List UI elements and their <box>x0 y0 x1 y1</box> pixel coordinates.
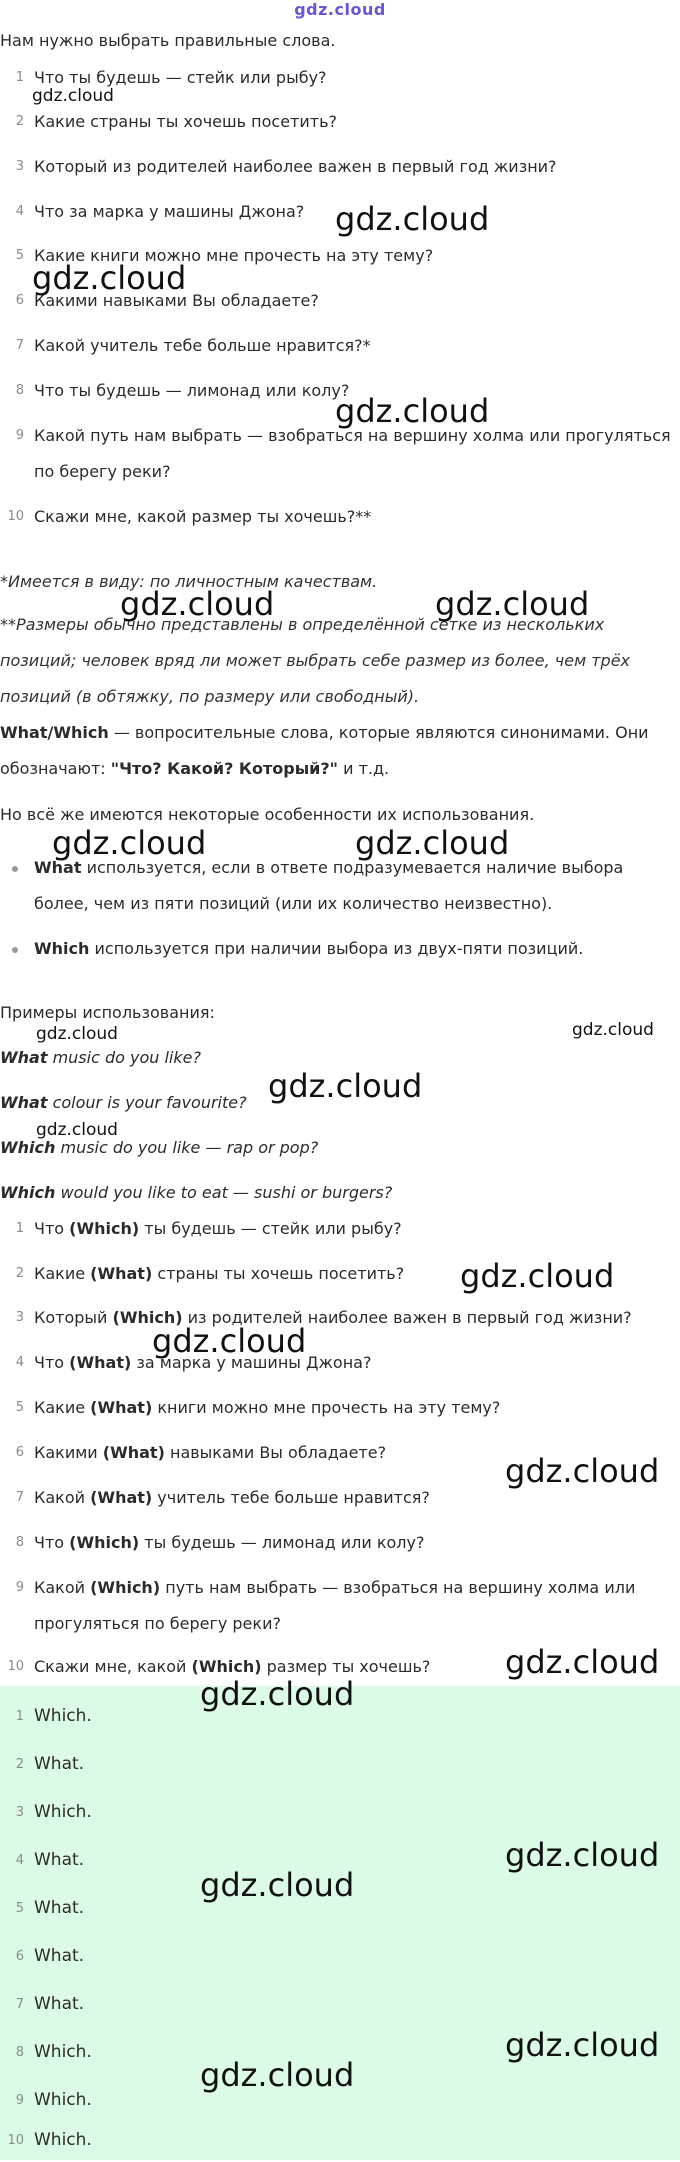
item-text: Что <box>34 1533 70 1552</box>
footnote: позиций; человек вряд ли может выбрать себе размер из более, чем трёх <box>0 651 631 670</box>
list-item <box>0 1217 680 1247</box>
watermark: gdz.cloud <box>32 259 187 297</box>
watermark: gdz.cloud <box>505 1836 660 1874</box>
item-number: 4 <box>15 1853 24 1868</box>
answer-text: Which. <box>34 1706 92 1726</box>
watermark: gdz.cloud <box>505 2026 660 2064</box>
watermark: gdz.cloud <box>200 1866 355 1904</box>
example-word: What <box>0 1093 48 1112</box>
item-number: 9 <box>15 2093 24 2108</box>
watermark: gdz.cloud <box>335 392 490 430</box>
definition-text: и т.д. <box>338 759 390 778</box>
item-answer: (Which) <box>69 1533 140 1552</box>
example-line <box>0 1093 247 1112</box>
item-answer: (What) <box>90 1488 153 1507</box>
list-item <box>0 110 680 140</box>
item-text: Что <box>34 1219 70 1238</box>
watermark: gdz.cloud <box>505 1643 660 1681</box>
item-number: 2 <box>15 114 24 129</box>
watermark: gdz.cloud <box>36 1120 118 1140</box>
definition-line <box>0 759 389 778</box>
item-answer: (Which) <box>112 1308 183 1327</box>
definition-text: обозначают: <box>0 759 111 778</box>
watermark: gdz.cloud <box>32 86 114 106</box>
item-text: ты будешь — стейк или рыбу? <box>139 1219 402 1238</box>
answer-row <box>0 1934 680 1978</box>
list-item <box>0 1486 680 1516</box>
site-logo[interactable]: gdz.cloud <box>294 0 386 19</box>
item-text: путь нам выбрать — взобраться на вершину холма или <box>160 1578 636 1597</box>
definition-term: What/Which <box>0 723 109 742</box>
item-answer: (What) <box>102 1443 165 1462</box>
item-number: 3 <box>15 1310 24 1325</box>
features-intro: Но всё же имеются некоторые особенности их использования. <box>0 805 535 824</box>
answer-text: Which. <box>34 2090 92 2110</box>
answer-text: What. <box>34 1898 85 1918</box>
example-line <box>0 1138 318 1157</box>
item-text: прогуляться по берегу реки? <box>34 1614 281 1633</box>
item-number: 5 <box>15 248 24 263</box>
item-answer: (Which) <box>90 1578 161 1597</box>
watermark: gdz.cloud <box>200 2056 355 2094</box>
example-text: music do you like — rap or pop? <box>55 1138 319 1157</box>
item-text: Какой <box>34 1488 91 1507</box>
answer-text: What. <box>34 1994 85 2014</box>
list-item <box>0 505 680 535</box>
definition-text: — вопросительные слова, которые являются синонимами. Они <box>108 723 649 742</box>
item-number: 1 <box>15 1221 24 1236</box>
answer-text: What. <box>34 1850 85 1870</box>
item-text: Какие книги можно мне прочесть на эту тему? <box>34 246 434 265</box>
item-text: Который из родителей наиболее важен в первый год жизни? <box>34 157 557 176</box>
list-item <box>0 1396 680 1426</box>
bullet-icon <box>12 947 18 953</box>
bullet-icon <box>12 866 18 872</box>
item-text: Какой <box>34 1578 91 1597</box>
answer-row <box>0 1982 680 2026</box>
item-text: Какие <box>34 1398 91 1417</box>
examples-title: Примеры использования: <box>0 1003 215 1022</box>
watermark: gdz.cloud <box>36 1024 118 1044</box>
watermark: gdz.cloud <box>200 1675 355 1713</box>
footnote: **Размеры обычно представлены в определённой сетке из нескольких <box>0 615 605 634</box>
list-item-continuation <box>0 460 680 490</box>
watermark: gdz.cloud <box>335 200 490 238</box>
answer-text: What. <box>34 1754 85 1774</box>
watermark: gdz.cloud <box>435 585 590 623</box>
list-item <box>0 155 680 185</box>
item-number: 8 <box>15 2045 24 2060</box>
watermark: gdz.cloud <box>152 1322 307 1360</box>
rule-word: What <box>34 858 82 877</box>
answer-text: Which. <box>34 2042 92 2062</box>
item-answer: (What) <box>90 1264 153 1283</box>
item-text: Какими <box>34 1443 103 1462</box>
item-number: 7 <box>15 1490 24 1505</box>
item-answer: (What) <box>90 1398 153 1417</box>
item-answer: (Which) <box>69 1219 140 1238</box>
list-item <box>0 1576 680 1606</box>
item-text: Скажи мне, какой <box>34 1657 192 1676</box>
item-number: 2 <box>15 1266 24 1281</box>
answer-text: Which. <box>34 1802 92 1822</box>
watermark: gdz.cloud <box>52 824 207 862</box>
list-item <box>0 1531 680 1561</box>
item-number: 2 <box>15 1757 24 1772</box>
item-number: 7 <box>15 1997 24 2012</box>
list-item-continuation <box>0 1612 680 1642</box>
item-text: Что ты будешь — стейк или рыбу? <box>34 68 327 87</box>
rule-which <box>34 939 583 958</box>
item-text: Что <box>34 1353 70 1372</box>
example-line <box>0 1183 392 1202</box>
item-number: 9 <box>15 1580 24 1595</box>
item-number: 6 <box>15 1445 24 1460</box>
item-text: Который <box>34 1308 113 1327</box>
rule-word: Which <box>34 939 90 958</box>
watermark: gdz.cloud <box>355 824 510 862</box>
definition-line <box>0 723 649 742</box>
item-number: 5 <box>15 1400 24 1415</box>
item-number: 1 <box>15 1709 24 1724</box>
item-number: 8 <box>15 1535 24 1550</box>
item-text: Какие <box>34 1264 91 1283</box>
item-text: ты будешь — лимонад или колу? <box>139 1533 425 1552</box>
list-item <box>0 1306 680 1336</box>
item-number: 8 <box>15 383 24 398</box>
example-word: Which <box>0 1183 56 1202</box>
item-answer: (What) <box>69 1353 132 1372</box>
answer-text: What. <box>34 1946 85 1966</box>
item-number: 3 <box>15 1805 24 1820</box>
item-text: Какие страны ты хочешь посетить? <box>34 112 338 131</box>
example-text: colour is your favourite? <box>47 1093 247 1112</box>
footnote: *Имеется в виду: по личностным качествам. <box>0 572 378 591</box>
item-text: Какой путь нам выбрать — взобраться на вершину холма или прогуляться <box>34 426 671 445</box>
item-number: 10 <box>7 509 24 524</box>
item-number: 6 <box>15 293 24 308</box>
rule-what-continuation: более, чем из пяти позиций (или их количество неизвестно). <box>34 894 553 913</box>
item-text: по берегу реки? <box>34 462 171 481</box>
item-text: страны ты хочешь посетить? <box>152 1264 405 1283</box>
item-text: навыками Вы обладаете? <box>164 1443 387 1462</box>
item-number: 6 <box>15 1949 24 1964</box>
item-text: Скажи мне, какой размер ты хочешь?** <box>34 507 372 526</box>
rule-text: используется, если в ответе подразумевается наличие выбора <box>81 858 624 877</box>
list-item <box>0 1351 680 1381</box>
watermark: gdz.cloud <box>268 1067 423 1105</box>
item-number: 10 <box>7 1659 24 1674</box>
answer-text: Which. <box>34 2130 92 2150</box>
watermark: gdz.cloud <box>505 1452 660 1490</box>
item-text: Что ты будешь — лимонад или колу? <box>34 381 350 400</box>
item-text: за марка у машины Джона? <box>131 1353 372 1372</box>
example-line <box>0 1048 201 1067</box>
item-text: книги можно мне прочесть на эту тему? <box>152 1398 501 1417</box>
item-answer: (Which) <box>191 1657 262 1676</box>
rule-text: используется при наличии выбора из двух-пяти позиций. <box>89 939 584 958</box>
watermark: gdz.cloud <box>460 1257 615 1295</box>
example-text: music do you like? <box>47 1048 201 1067</box>
definition-questions: "Что? Какой? Который?" <box>110 759 339 778</box>
item-number: 4 <box>15 204 24 219</box>
item-number: 10 <box>7 2133 24 2148</box>
example-word: Which <box>0 1138 56 1157</box>
watermark: gdz.cloud <box>120 585 275 623</box>
item-number: 3 <box>15 159 24 174</box>
answer-row <box>0 1790 680 1834</box>
item-text: из родителей наиболее важен в первый год жизни? <box>182 1308 632 1327</box>
item-number: 1 <box>15 70 24 85</box>
example-word: What <box>0 1048 48 1067</box>
item-number: 5 <box>15 1901 24 1916</box>
task-intro: Нам нужно выбрать правильные слова. <box>0 31 336 50</box>
example-text: would you like to eat — sushi or burgers? <box>55 1183 393 1202</box>
list-item <box>0 334 680 364</box>
item-text: Что за марка у машины Джона? <box>34 202 305 221</box>
item-text: размер ты хочешь? <box>261 1657 431 1676</box>
item-number: 4 <box>15 1355 24 1370</box>
item-number: 7 <box>15 338 24 353</box>
item-text: Какой учитель тебе больше нравится?* <box>34 336 371 355</box>
item-text: Какими навыками Вы обладаете? <box>34 291 319 310</box>
answer-row <box>0 2118 680 2162</box>
item-text: учитель тебе больше нравится? <box>152 1488 430 1507</box>
item-number: 9 <box>15 428 24 443</box>
watermark: gdz.cloud <box>572 1020 654 1040</box>
footnote: позиций (в обтяжку, по размеру или свободный). <box>0 687 420 706</box>
answer-row <box>0 1742 680 1786</box>
